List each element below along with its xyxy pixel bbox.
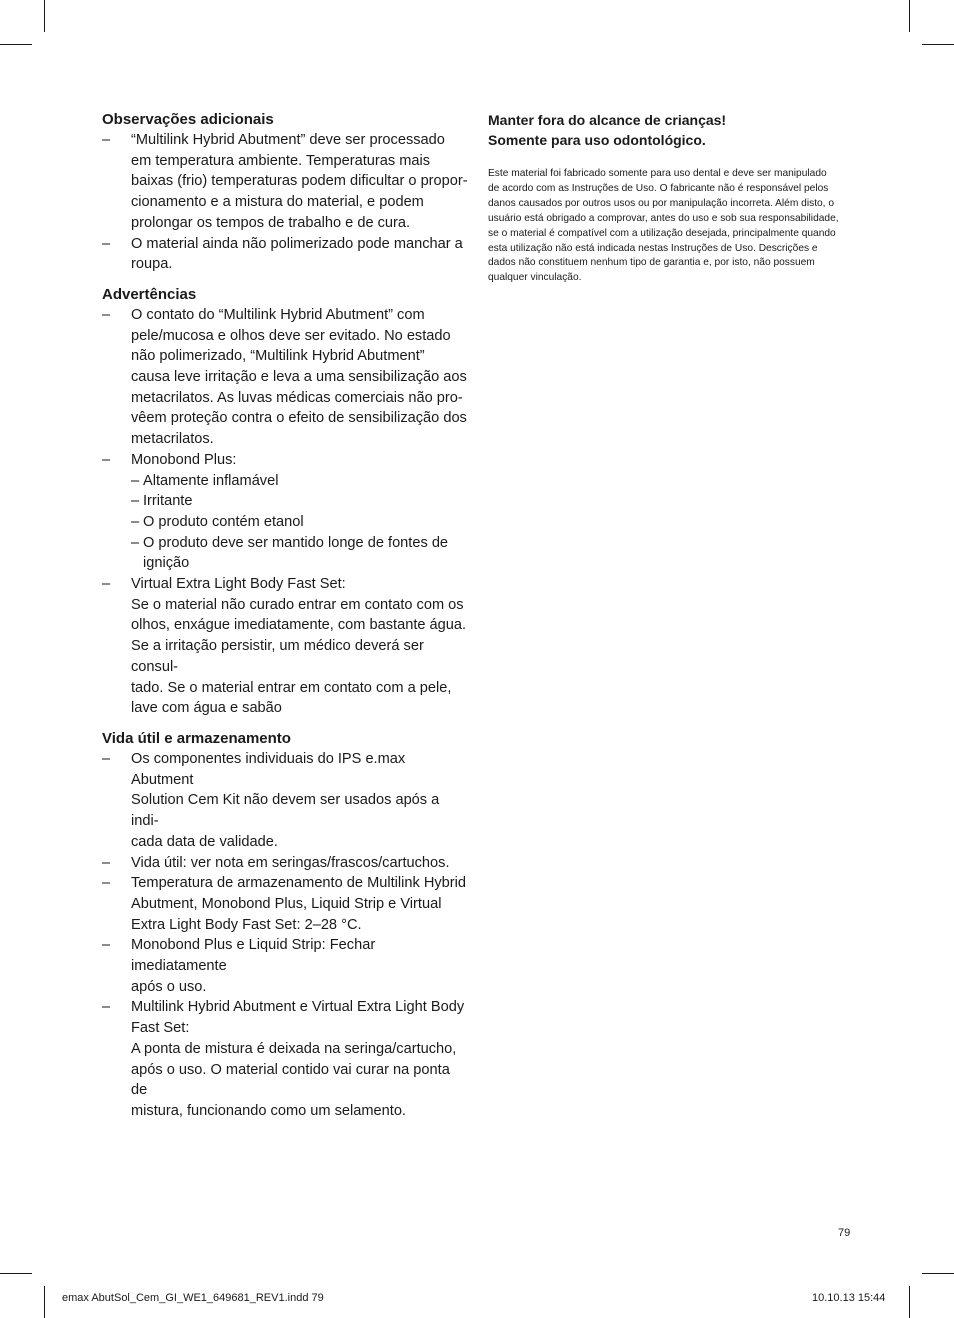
text-line: em temperatura ambiente. Temperaturas mais	[131, 152, 431, 169]
text-line: Se o material não curado entrar em contato com os	[131, 596, 464, 613]
text-line: Multilink Hybrid Abutment e Virtual Extra Light Body	[131, 999, 465, 1016]
list-item	[102, 873, 470, 935]
list-item-text	[131, 873, 470, 935]
list-item-text	[131, 450, 470, 471]
bullet-dash: –	[102, 451, 111, 468]
list-item	[102, 305, 470, 450]
bullet-dash: –	[102, 750, 111, 767]
right-column	[488, 110, 856, 286]
sub-item	[131, 491, 470, 512]
text-line: cada data de validade.	[131, 833, 278, 850]
crop-mark	[922, 1273, 954, 1274]
text-line: Solution Cem Kit não devem ser usados após a indi-	[131, 792, 440, 830]
disclaimer-line: esta utilização não está indicada nestas Instruções de Uso. Descrições e	[488, 242, 818, 254]
bullet-dash: –	[131, 534, 140, 551]
text-line: Extra Light Body Fast Set: 2–28 °C.	[131, 916, 362, 933]
sub-item	[131, 533, 470, 574]
text-line: Se a irritação persistir, um médico deverá ser consul-	[131, 638, 424, 675]
text-line: após o uso.	[131, 978, 207, 995]
crop-mark	[909, 1286, 910, 1318]
bullet-dash: –	[102, 875, 111, 892]
text-line: Vida útil: ver nota em seringas/frascos/cartuchos.	[131, 854, 450, 871]
section-title: Advertências	[102, 285, 197, 303]
section-title: Vida útil e armazenamento	[102, 729, 291, 747]
section	[102, 729, 470, 1122]
text-line: Monobond Plus e Liquid Strip: Fechar imediatamente	[131, 937, 376, 975]
crop-mark	[922, 44, 954, 45]
bullet-dash: –	[131, 472, 140, 489]
list-item-text	[131, 305, 470, 450]
warning-heading	[488, 110, 856, 150]
crop-mark	[44, 0, 45, 32]
text-line: Irritante	[143, 493, 193, 510]
text-line: lave com água e sabão	[131, 700, 282, 717]
bullet-dash: –	[131, 493, 140, 510]
list-item	[102, 234, 470, 275]
disclaimer-line: dados não constituem nenhum tipo de garantia e, por isto, não possuem	[488, 257, 815, 269]
crop-mark	[0, 1273, 32, 1274]
text-line: A ponta de mistura é deixada na seringa/cartucho,	[131, 1040, 457, 1057]
list-item-text	[131, 935, 470, 997]
text-line: pele/mucosa e olhos deve ser evitado. No estado	[131, 327, 451, 344]
left-column	[102, 110, 470, 1132]
text-line: Os componentes individuais do IPS e.max Abutment	[131, 750, 406, 788]
disclaimer-text	[488, 167, 856, 286]
list-item	[102, 749, 470, 853]
sub-item-text	[143, 533, 470, 574]
slug-file-info: emax AbutSol_Cem_GI_WE1_649681_REV1.indd 79	[62, 1292, 324, 1304]
list-item	[102, 130, 470, 234]
text-line: metacrilatos. As luvas médicas comerciais não pro-	[131, 389, 463, 406]
disclaimer-line: Este material foi fabricado somente para uso dental e deve ser manipulado	[488, 168, 827, 179]
disclaimer-line: se o material é compatível com a utilização desejada, principalmente quando	[488, 227, 836, 239]
slug-date: 10.10.13 15:44	[812, 1292, 886, 1304]
disclaimer-line: de acordo com as Instruções de Uso. O fabricante não é responsável pelos	[488, 182, 829, 194]
text-line: mistura, funcionando como um selamento.	[131, 1102, 406, 1119]
warning-line: Manter fora do alcance de crianças!	[488, 112, 727, 128]
list-item-text	[131, 853, 470, 874]
page-number: 79	[838, 1227, 851, 1239]
list-item-text	[131, 234, 470, 275]
bullet-dash: –	[102, 937, 111, 954]
list-item	[102, 574, 470, 719]
bullet-dash: –	[102, 235, 111, 252]
text-line: olhos, enxágue imediatamente, com bastante água.	[131, 617, 467, 634]
sub-item	[131, 512, 470, 533]
bullet-dash: –	[102, 576, 111, 593]
text-line: O contato do “Multilink Hybrid Abutment” com	[131, 306, 425, 323]
crop-mark	[44, 1286, 45, 1318]
text-line: ignição	[143, 555, 190, 572]
list-item-text	[131, 749, 470, 853]
disclaimer-line: danos causados por outros usos ou por manipulação incorreta. Além disto, o	[488, 197, 835, 209]
text-line: Abutment, Monobond Plus, Liquid Strip e Virtual	[131, 895, 442, 912]
text-line: prolongar os tempos de trabalho e de cura.	[131, 214, 411, 231]
crop-mark	[0, 44, 32, 45]
text-line: vêem proteção contra o efeito de sensibilização dos	[131, 410, 467, 427]
bullet-dash: –	[102, 999, 111, 1016]
text-line: baixas (frio) temperaturas podem dificultar o propor-	[131, 173, 468, 190]
list-item	[102, 853, 470, 874]
list-item	[102, 935, 470, 997]
list-item	[102, 997, 470, 1121]
warning-line: Somente para uso odontológico.	[488, 132, 706, 148]
bullet-dash: –	[102, 854, 111, 871]
sub-item-text	[143, 512, 470, 533]
text-line: tado. Se o material entrar em contato com a pele,	[131, 679, 452, 696]
list-item-text	[131, 130, 470, 234]
list-item-text	[131, 997, 470, 1121]
text-line: não polimerizado, “Multilink Hybrid Abutment”	[131, 348, 425, 365]
text-line: Fast Set:	[131, 1020, 190, 1037]
text-line: O produto contém etanol	[143, 513, 304, 530]
text-line: O produto deve ser mantido longe de fontes de	[143, 534, 449, 551]
section	[102, 110, 470, 275]
disclaimer-line: qualquer vinculação.	[488, 272, 582, 284]
text-line: Altamente inflamável	[143, 472, 279, 489]
list-item	[102, 450, 470, 574]
text-line: causa leve irritação e leva a uma sensibilização aos	[131, 369, 467, 386]
sub-item-text	[143, 471, 470, 492]
text-line: Monobond Plus:	[131, 451, 237, 468]
list-item-text	[131, 574, 470, 719]
bullet-dash: –	[131, 513, 140, 530]
section-title: Observações adicionais	[102, 111, 274, 128]
text-line: roupa.	[131, 256, 173, 273]
disclaimer-line: usuário está obrigado a comprovar, antes do uso e sob sua responsabilidade,	[488, 212, 839, 224]
text-line: Temperatura de armazenamento de Multilink Hybrid	[131, 875, 466, 892]
text-line: O material ainda não polimerizado pode manchar a	[131, 235, 463, 252]
sub-item	[131, 471, 470, 492]
text-line: Virtual Extra Light Body Fast Set:	[131, 576, 346, 593]
text-line: cionamento e a mistura do material, e podem	[131, 194, 424, 211]
bullet-dash: –	[102, 306, 111, 323]
text-line: “Multilink Hybrid Abutment” deve ser processado	[131, 132, 445, 148]
bullet-dash: –	[102, 132, 111, 148]
crop-mark	[909, 0, 910, 32]
text-line: metacrilatos.	[131, 431, 214, 448]
sub-item-text	[143, 491, 470, 512]
text-line: após o uso. O material contido vai curar na ponta de	[131, 1061, 450, 1099]
section	[102, 285, 470, 719]
